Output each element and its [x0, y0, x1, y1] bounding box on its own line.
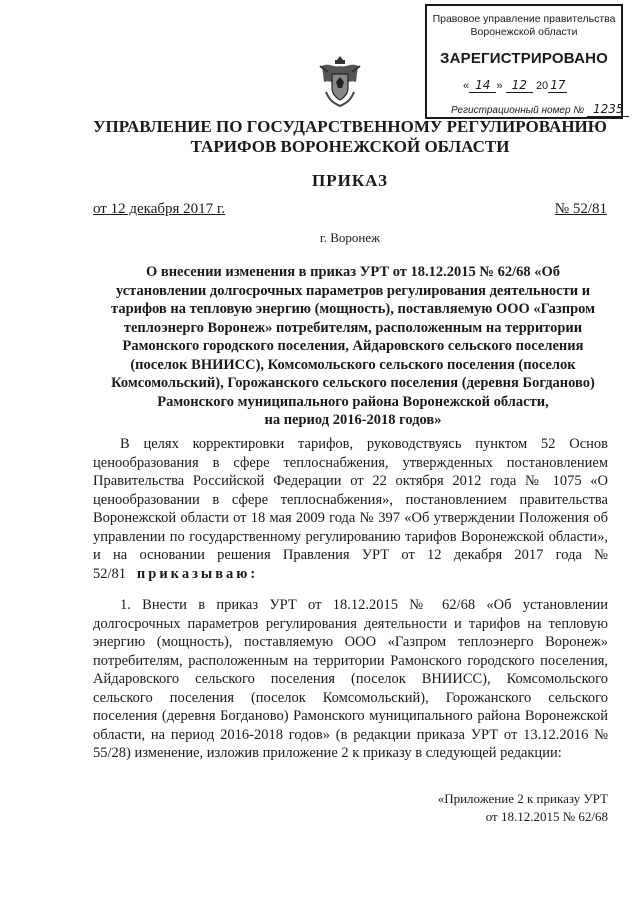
stamp-registration-number: Регистрационный номер № 1235	[451, 102, 629, 116]
order-word: приказываю:	[136, 565, 259, 582]
document-type: ПРИКАЗ	[312, 171, 388, 190]
preamble-paragraph: В целях корректировки тарифов, руководствуясь пунктом 52 Основ ценообразования в сфере теплоснабжения, утвержденных постановлением Правительства Российской Федерации от 22 октября 2012 года № 1075 «О ценообразовании в сфере теплоснабжения», постановлением правительства Воронежской области от 18 мая 2009 года № 397 «Об утверждении Положения об управлении по государственному регулированию тарифов Воронежской области», и на основании решения Правления УРТ от 12 декабря 2017 года № 52/81 приказываю:	[93, 436, 608, 582]
appendix-reference: «Приложение 2 к приказу УРТ от 18.12.2015 № 62/68	[437, 791, 608, 824]
stamp-status: ЗАРЕГИСТРИРОВАНО	[439, 50, 609, 67]
stamp-date: « 14 » 12 20 17	[463, 78, 566, 92]
stamp-year-prefix: 20	[535, 80, 549, 92]
order-date: от 12 декабря 2017 г.	[93, 201, 226, 217]
stamp-month: 12	[506, 78, 533, 93]
stamp-day: 14	[469, 78, 496, 93]
registration-stamp	[425, 4, 623, 119]
organization-name: УПРАВЛЕНИЕ ПО ГОСУДАРСТВЕННОМУ РЕГУЛИРОВАНИЮ ТАРИФОВ ВОРОНЕЖСКОЙ ОБЛАСТИ	[93, 117, 607, 156]
stamp-organization: Правовое управление правительства Воронежской области	[432, 13, 616, 38]
stamp-year-suffix: 17	[550, 78, 566, 92]
item-1-paragraph: 1. Внести в приказ УРТ от 18.12.2015 № 62/68 «Об установлении долгосрочных параметров регулирования деятельности и тарифов на тепловую энергию (мощность), поставляемую ООО «Газпром теплоэнерго Воронеж» потребителям, расположенным на территории Рамонского городского поселения, Айдаровского сельского поселения (поселок ВНИИСС), Комсомольского сельского поселения (поселок Комсомольский), Горожанского сельского поселения (деревня Богданово) Рамонского муниципального района Воронежской области, на период 2016-2018 годов» (в редакции приказа УРТ от 13.12.2016 № 55/28) изменение, изложив приложение 2 к приказу в следующей редакции:	[93, 597, 608, 761]
city: г. Воронеж	[319, 230, 381, 245]
order-subject: О внесении изменения в приказ УРТ от 18.12.2015 № 62/68 «Об установлении долгосрочных параметров регулирования деятельности и тарифов на тепловую энергию (мощность), поставляемую ООО «Газпром теплоэнерго Воронеж» потребителям, расположенным на территории Рамонского городского поселения, Айдаровского сельского поселения (поселок ВНИИСС), Комсомольского сельского поселения (поселок Комсомольский), Горожанского сельского поселения (деревня Богданово) Рамонского муниципального района Воронежской области, на период 2016-2018 годов»	[111, 264, 595, 428]
order-number: № 52/81	[554, 201, 607, 217]
coat-of-arms-icon	[318, 52, 362, 108]
